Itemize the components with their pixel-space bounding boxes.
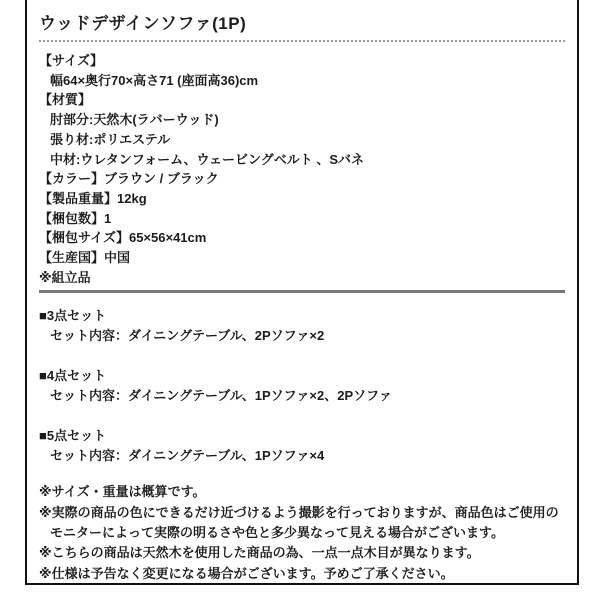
spec-line-size-label: 【サイズ】 (39, 53, 103, 68)
set-name: ■5点セット (39, 428, 107, 444)
page-title: ウッドデザインソファ(1P) (39, 14, 565, 42)
spec-line-package-count: 【梱包数】1 (39, 210, 112, 226)
set-name: ■3点セット (39, 308, 107, 324)
spec-line-upholstery: 張り材:ポリエステル (50, 131, 171, 147)
set-section (39, 306, 565, 466)
note-line-woodgrain: ※こちらの商品は天然木を使用した商品の為、一点一点木目が異なります。 (39, 545, 480, 561)
set-item-3piece (39, 306, 565, 346)
note-line-color-1: ※実際の商品の色にできるだけ近づけるよう撮影を行っておりますが、商品色はご使用の (39, 504, 559, 520)
note-line-approx: ※サイズ・重量は概算です。 (39, 484, 206, 500)
notes-section (39, 482, 565, 583)
set-contents: セット内容：ダイニングテーブル、1Pソファ×4 (50, 448, 325, 464)
spec-line-assembly: ※組立品 (39, 269, 91, 285)
spec-line-size-value: 幅64×奥行70×高さ71 (座面高36)cm (50, 72, 259, 88)
spec-line-weight: 【製品重量】12kg (39, 190, 147, 206)
spec-line-material-label: 【材質】 (39, 92, 92, 108)
set-contents: セット内容：ダイニングテーブル、1Pソファ×2、2Pソファ (50, 388, 392, 404)
spec-line-package-size: 【梱包サイズ】65×56×41cm (39, 230, 207, 246)
spec-line-armrest: 肘部分:天然木(ラバーウッド) (50, 112, 219, 128)
note-line-color-2: モニターによって実際の明るさや色と多少異なって見える場合がございます。 (50, 525, 504, 541)
spec-line-color: 【カラー】ブラウン / ブラック (39, 171, 219, 187)
product-spec-sheet (25, 0, 579, 585)
spec-line-country: 【生産国】中国 (39, 250, 131, 266)
section-divider (39, 290, 565, 293)
set-item-5piece (39, 426, 565, 466)
set-name: ■4点セット (39, 368, 107, 384)
set-contents: セット内容：ダイニングテーブル、2Pソファ×2 (50, 328, 325, 344)
spec-line-filling: 中材:ウレタンフォーム、ウェービングベルト 、Sバネ (50, 151, 365, 167)
spec-section (39, 51, 565, 287)
set-item-4piece (39, 366, 565, 406)
note-line-spec-change: ※仕様は予告なく変更になる場合がございます。予めご了承ください。 (39, 565, 454, 581)
